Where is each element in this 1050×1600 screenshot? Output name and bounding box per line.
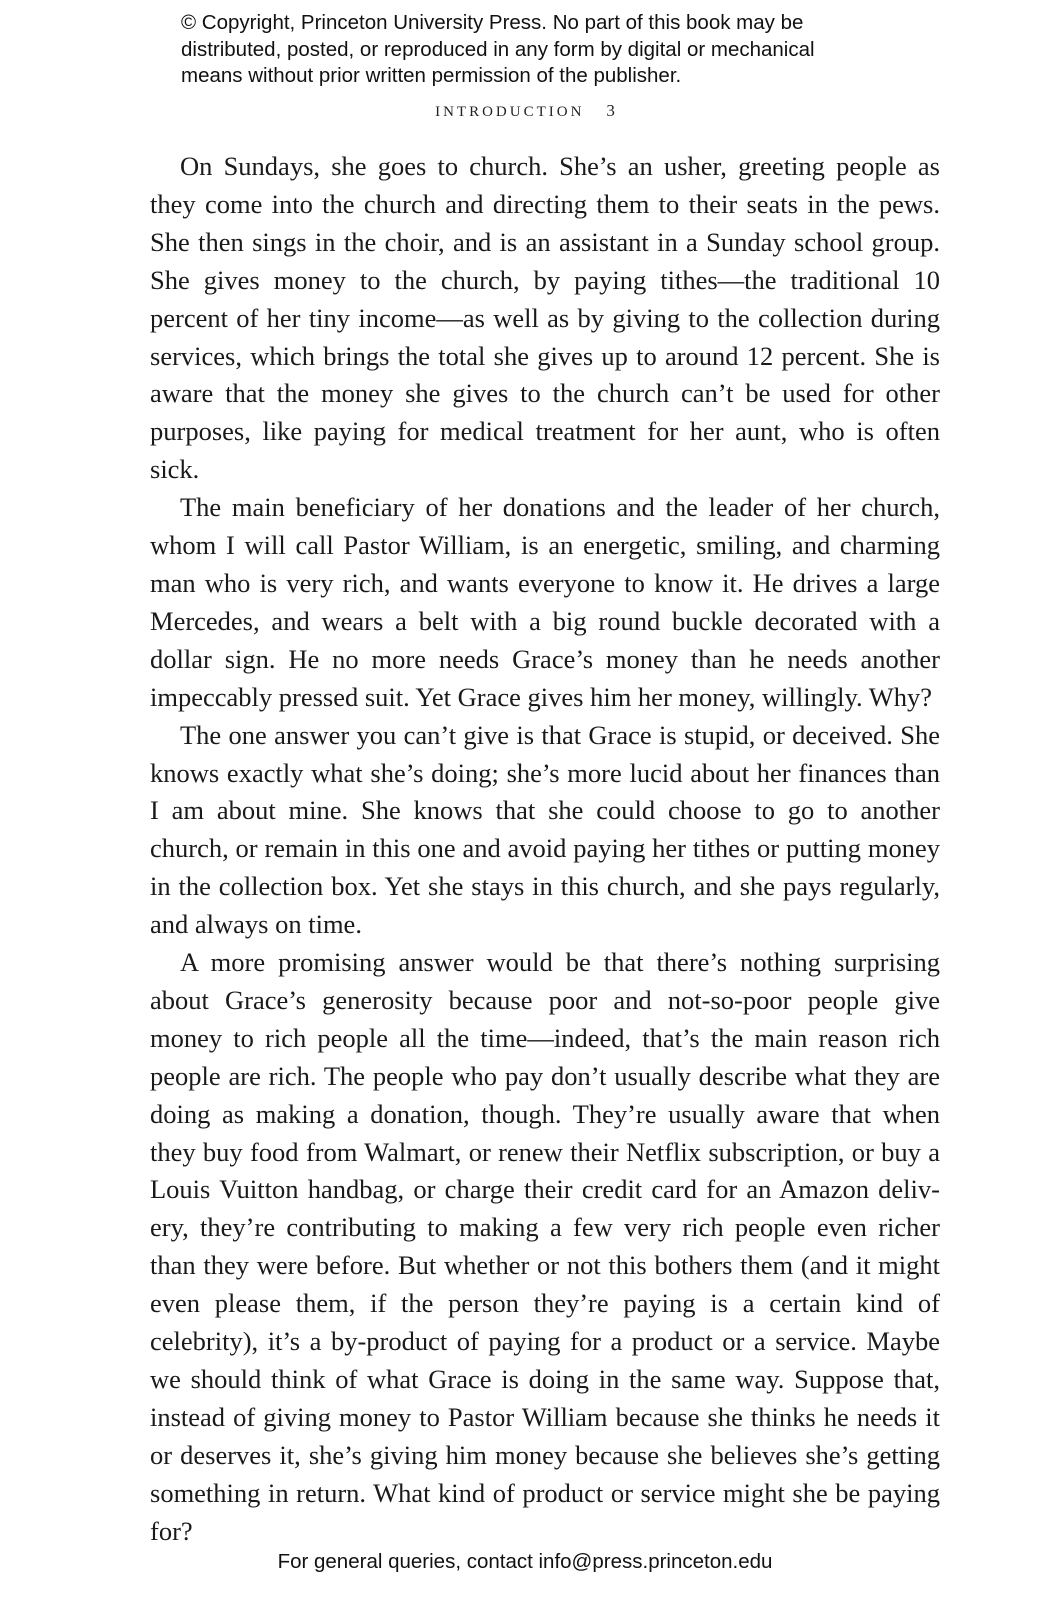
footer-contact: For general queries, contact info@press.princeton.edu	[277, 1550, 773, 1573]
copyright-line: means without prior written permission of the publisher.	[181, 64, 682, 87]
page-number: 3	[606, 101, 615, 120]
paragraph: On Sundays, she goes to church. She’s an usher, greeting people as they come into the church and directing them to their seats in the pews. She then sings in the choir, and is an assistant in a Sunday school group. She gives money to the church, by paying tithes—the traditional 10 percent of her tiny income—as well as by giving to the collection during services, which brings the total she gives up to around 12 percent. She is aware that the money she gives to the church can’t be used for other purposes, like paying for medical treatment for her aunt, who is often sick.	[150, 151, 940, 485]
running-head	[0, 101, 1050, 121]
paragraph: The main beneficiary of her donations and the leader of her church, whom I will call Pastor William, is an energetic, smiling, and charming man who is very rich, and wants everyone to know it. He drives a large Mercedes, and wears a belt with a big round buckle decorated with a dollar sign. He no more needs Grace’s money than he needs another impeccably pressed suit. Yet Grace gives him her money, willingly. Why?	[150, 492, 940, 712]
copyright-notice	[181, 10, 941, 90]
paragraph: The one answer you can’t give is that Grace is stupid, or deceived. She knows exactly what she’s doing; she’s more lucid about her finances than I am about mine. She knows that she could choose to go to another church, or remain in this one and avoid paying her tithes or putting money in the collection box. Yet she stays in this church, and she pays regularly, and always on time.	[150, 719, 940, 940]
body-text	[150, 148, 940, 1551]
copyright-line: © Copyright, Princeton University Press. No part of this book may be	[181, 11, 804, 34]
running-head-title: INTRODUCTION	[435, 104, 585, 120]
paragraph: A more promising answer would be that there’s nothing surprising about Grace’s generosity because poor and not-so-poor people give money to rich people all the time—indeed, that’s the main reason rich people are rich. The people who pay don’t usually describe what they are doing as making a donation, though. They’re usually aware that when they buy food from Walmart, or renew their Netflix subscription, or buy a Louis Vuitton handbag, or charge their credit card for an Amazon delivery, they’re contributing to making a few very rich people even richer than they were before. But whether or not this bothers them (and it might even please them, if the person they’re paying is a certain kind of celebrity), it’s a by-product of paying for a product or a service. Maybe we should think of what Grace is doing in the same way. Suppose that, instead of giving money to Pastor William because she thinks he needs it or deserves it, she’s giving him money because she believes she’s getting something in return. What kind of product or service might she be paying for?	[150, 947, 940, 1546]
copyright-line: distributed, posted, or reproduced in any form by digital or mechanical	[181, 37, 815, 61]
